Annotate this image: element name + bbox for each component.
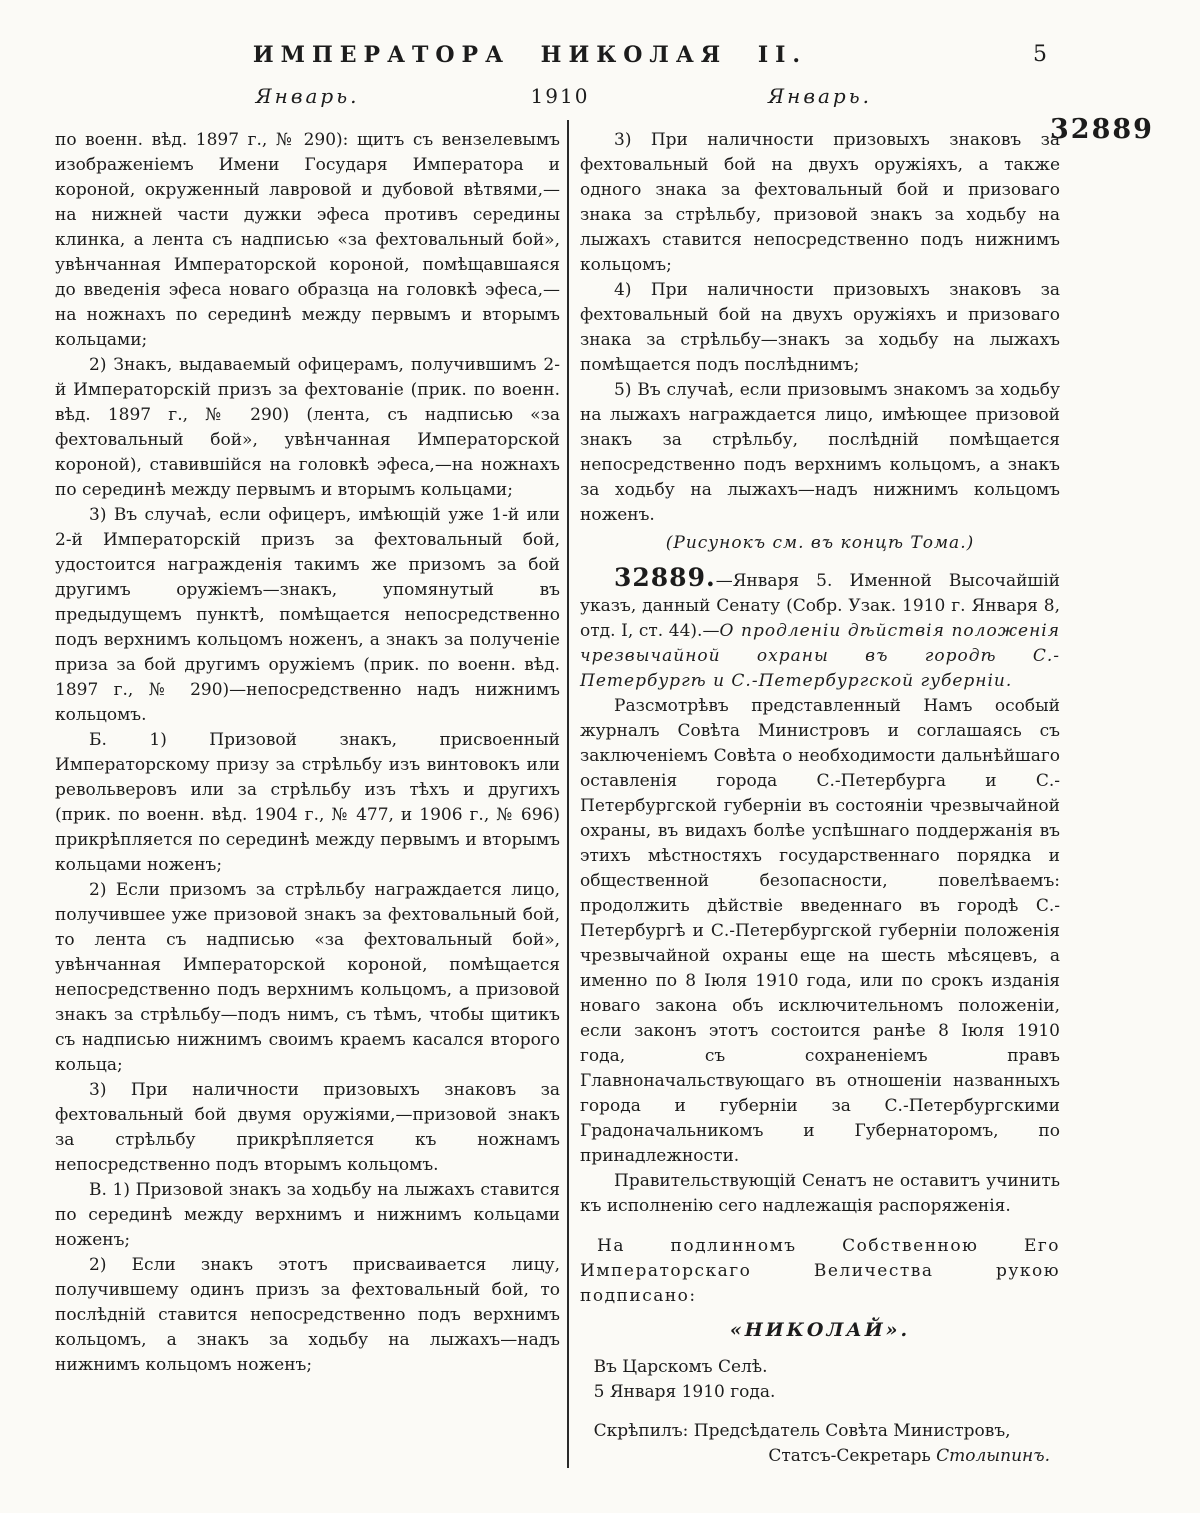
decree-closing: Правительствующій Сенатъ не оставитъ учинить къ исполненію сего надлежащія распоряженія. <box>580 1171 1060 1216</box>
year-label: 1910 <box>530 84 590 108</box>
right-month-label: Январь. <box>768 84 872 108</box>
page-number: 5 <box>1033 42 1047 67</box>
right-paragraph-v4: 4) При наличности призовыхъ знаковъ за фехтовальный бой на двухъ оружіяхъ и призоваго знака за стрѣльбу—знакъ за ходьбу на лыжахъ помѣщается подъ послѣднимъ; <box>580 280 1060 375</box>
left-column <box>55 128 560 1378</box>
column-divider <box>567 120 569 1468</box>
decree-number: 32889. <box>614 563 716 592</box>
countersign <box>580 1419 1060 1469</box>
left-paragraph-b3: 3) При наличности призовыхъ знаковъ за фехтовальный бой двумя оружіями,—призовой знакъ за стрѣльбу прикрѣпляется къ ножнамъ непосредственно подъ вторымъ кольцомъ. <box>55 1080 560 1175</box>
left-paragraph-v1: В. 1) Призовой знакъ за ходьбу на лыжахъ ставится по серединѣ между верхнимъ и нижнимъ кольцами ноженъ; <box>55 1180 560 1250</box>
running-head-title: ИМПЕРАТОРА НИКОЛАЯ II. <box>252 42 808 68</box>
left-paragraph-a3: 3) Въ случаѣ, если офицеръ, имѣющій уже 1-й или 2-й Императорскій призъ за фехтовальный бой, удостоится награжденія такимъ же призомъ за бой другимъ оружіемъ—знакъ, упомянутый въ предыдущемъ пунктѣ, помѣщается непосредственно подъ верхнимъ кольцомъ ноженъ, а знакъ за полученіе приза за бой другимъ оружіемъ (прик. по военн. вѣд. 1897 г., № 290)—непосредственно надъ нижнимъ кольцомъ. <box>55 505 560 725</box>
decree-heading <box>580 565 1060 694</box>
left-paragraph-b2: 2) Если призомъ за стрѣльбу награждается лицо, получившее уже призовой знакъ за фехтовальный бой, то лента съ надписью «за фехтовальный бой», увѣнчанная Императорской короной, помѣщается непосредственно подъ верхнимъ кольцомъ, а призовой знакъ за стрѣльбу—подъ нимъ, съ тѣмъ, чтобы щитикъ съ надписью нижнимъ своимъ краемъ касался второго кольца; <box>55 880 560 1075</box>
countersign-line1: Скрѣпилъ: Предсѣдатель Совѣта Министровъ, <box>593 1421 1011 1441</box>
left-month-label: Январь. <box>255 84 360 108</box>
left-paragraph-continuation: по военн. вѣд. 1897 г., № 290): щитъ съ вензелевымъ изображеніемъ Имени Государя Императора и короной, окруженный лавровой и дубовой вѣтвями,—на нижней части дужки эфеса противъ середины клинка, а лента съ надписью «за фехтовальный бой», увѣнчанная Императорской короной, помѣщавшаяся до введенія эфеса новаго образца на головкѣ эфеса,—на ножнахъ по серединѣ между первымъ и вторымъ кольцами; <box>55 130 560 350</box>
right-column <box>580 128 1060 1469</box>
left-paragraph-a2: 2) Знакъ, выдаваемый офицерамъ, получившимъ 2-й Императорскій призъ за фехтованіе (прик. по военн. вѣд. 1897 г., № 290) (лента, съ надписью «за фехтовальный бой», увѣнчанная Императорской короной), ставившійся на головкѣ эфеса,—на ножнахъ по серединѣ между первымъ и вторымъ кольцами; <box>55 355 560 500</box>
signing-place: Въ Царскомъ Селѣ. <box>593 1357 768 1377</box>
margin-article-number: 32889 <box>1050 114 1154 145</box>
decree-title: О продленіи дѣйствія положенія чрезвычайной охраны въ городѣ С.-Петербургѣ и С.-Петербургской губерніи. <box>580 621 1060 691</box>
imperial-signature: «НИКОЛАЙ». <box>729 1319 911 1341</box>
countersign-line2 <box>580 1444 1060 1469</box>
right-paragraph-v5: 5) Въ случаѣ, если призовымъ знакомъ за ходьбу на лыжахъ награждается лицо, имѣющее призовой знакъ за стрѣльбу, послѣдній помѣщается непосредственно подъ верхнимъ кольцомъ, а знакъ за ходьбу на лыжахъ—надъ нижнимъ кольцомъ ноженъ. <box>580 380 1060 525</box>
countersign-name: Столыпинъ. <box>936 1446 1050 1466</box>
decree-body: Разсмотрѣвъ представленный Намъ особый журналъ Совѣта Министровъ и соглашаясь съ заключеніемъ Совѣта о необходимости дальнѣйшаго оставленія города С.-Петербурга и С.-Петербургской губерніи въ состояніи чрезвычайной охраны, въ видахъ болѣе успѣшнаго поддержанія въ этихъ мѣстностяхъ государственнаго порядка и общественной безопасности, повелѣваемъ: продолжить дѣйствіе введеннаго въ городѣ С.-Петербургѣ и С.-Петербургской губерніи положенія чрезвычайной охраны еще на шесть мѣсяцевъ, а именно по 8 Іюля 1910 года, или по срокъ изданія новаго закона объ исключительномъ положеніи, если законъ этотъ состоится ранѣе 8 Іюля 1910 года, съ сохраненіемъ правъ Главноначальствующаго въ отношеніи названныхъ города и губерніи за С.-Петербургскими Градоначальникомъ и Губернаторомъ, по принадлежности. <box>580 696 1060 1166</box>
signing-date: 5 Января 1910 года. <box>593 1382 776 1402</box>
figure-reference-note: (Рисунокъ см. въ концѣ Тома.) <box>665 533 975 553</box>
right-paragraph-v3: 3) При наличности призовыхъ знаковъ за фехтовальный бой на двухъ оружіяхъ, а также одного знака за фехтовальный бой и призоваго знака за стрѣльбу, призовой знакъ за ходьбу на лыжахъ ставится непосредственно подъ нижнимъ кольцомъ; <box>580 130 1060 275</box>
attestation-line: На подлинномъ Собственною Его Императорскаго Величества рукою подписано: <box>580 1236 1060 1306</box>
left-paragraph-v2: 2) Если знакъ этотъ присваивается лицу, получившему одинъ призъ за фехтовальный бой, то послѣдній ставится непосредственно подъ верхнимъ кольцомъ, а знакъ за ходьбу на лыжахъ—надъ нижнимъ кольцомъ ноженъ; <box>55 1255 560 1375</box>
decree-intro: —Января 5. Именной Высочайшій указъ, данный Сенату (Собр. Узак. 1910 г. Января 8, отд. I, ст. 44).— <box>580 571 1060 641</box>
countersign-title: Статсъ-Секретарь <box>768 1446 937 1466</box>
left-paragraph-b1: Б. 1) Призовой знакъ, присвоенный Императорскому призу за стрѣльбу изъ винтовокъ или револьверовъ или за стрѣльбу изъ тѣхъ и другихъ (прик. по военн. вѣд. 1904 г., № 477, и 1906 г., № 696) прикрѣпляется по серединѣ между первымъ и вторымъ кольцами ноженъ; <box>55 730 560 875</box>
